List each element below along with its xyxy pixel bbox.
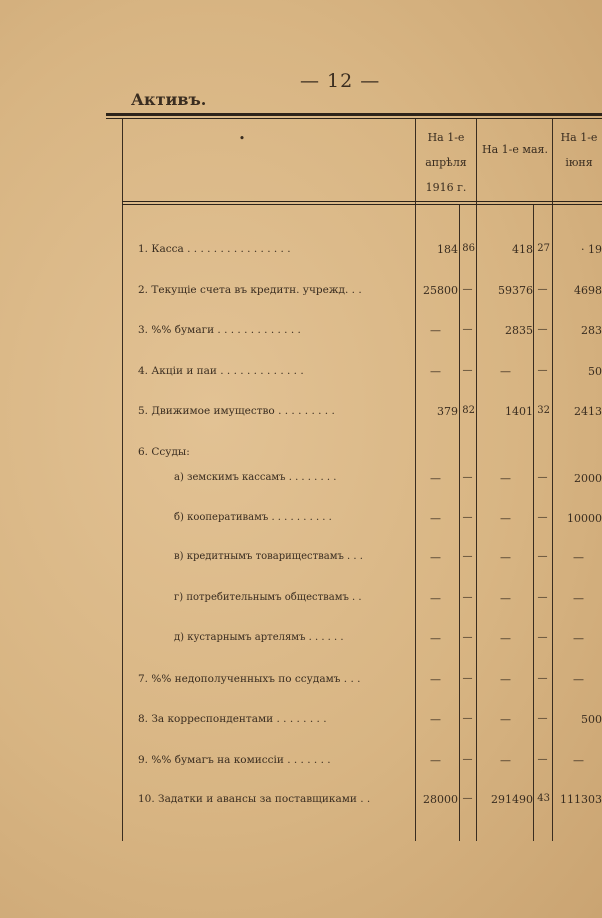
cell-c2: — (462, 793, 473, 804)
cell-c2: — (462, 632, 473, 643)
cell-c4: — (537, 472, 548, 483)
top-rule-thin (106, 118, 602, 119)
cell-c4: — (537, 632, 548, 643)
cell-c3: — (500, 365, 511, 378)
cell-c2: — (462, 472, 473, 483)
cell-c3: — (500, 512, 511, 525)
cell-c2: 82 (462, 405, 475, 416)
cell-c5: · 19 (581, 243, 602, 256)
cell-c2: — (462, 713, 473, 724)
row-label: 6. Ссуды: (138, 446, 190, 458)
header-mark: • (238, 132, 246, 145)
header-rule (122, 201, 602, 202)
cell-c2: — (462, 284, 473, 295)
cell-c5: 283 (581, 324, 602, 337)
row-label: 1. Касса . . . . . . . . . . . . . . . . (138, 243, 291, 255)
cell-c1: — (430, 673, 441, 686)
cell-c5: — (573, 592, 584, 605)
cell-c1: — (430, 512, 441, 525)
cell-c2: — (462, 512, 473, 523)
cell-c1: — (430, 472, 441, 485)
column-header-may: На 1-е мая. (482, 143, 548, 156)
row-label: в) кредитнымъ товариществамъ . . . (174, 551, 363, 562)
column-header-april: На 1-е апрѣля 1916 г. (425, 131, 467, 194)
cell-c1: 28000 (423, 793, 458, 806)
cell-c5: 500 (581, 713, 602, 726)
row-label: б) кооперативамъ . . . . . . . . . . (174, 512, 332, 523)
cell-c5: 111303 (560, 793, 602, 806)
table-row (0, 405, 602, 425)
table-row (0, 551, 602, 571)
cell-c5: 10000 (567, 512, 602, 525)
cell-c2: — (462, 324, 473, 335)
row-label: 5. Движимое имущество . . . . . . . . . (138, 405, 335, 417)
cell-c2: — (462, 365, 473, 376)
cell-c2: 86 (462, 243, 475, 254)
table-row (0, 673, 602, 693)
row-label: д) кустарнымъ артелямъ . . . . . . (174, 632, 344, 643)
column-header-june: На 1-е iюня (560, 131, 598, 169)
cell-c3: 1401 (505, 405, 533, 418)
cell-c5: 50 (588, 365, 602, 378)
cell-c5: 2413 (574, 405, 602, 418)
cell-c1: — (430, 713, 441, 726)
cell-c4: — (537, 512, 548, 523)
page-number: — 12 — (300, 70, 381, 92)
cell-c5: — (573, 673, 584, 686)
cell-c4: — (537, 754, 548, 765)
cell-c1: — (430, 324, 441, 337)
cell-c1: 184 (437, 243, 458, 256)
cell-c3: — (500, 713, 511, 726)
table-row (0, 243, 602, 263)
cell-c4: 27 (537, 243, 550, 254)
cell-c3: — (500, 592, 511, 605)
cell-c1: 25800 (423, 284, 458, 297)
cell-c2: — (462, 673, 473, 684)
table-row (0, 632, 602, 652)
row-label: 7. %% недополученныхъ по ссудамъ . . . (138, 673, 361, 685)
cell-c5: 2000 (574, 472, 602, 485)
cell-c3: 2835 (505, 324, 533, 337)
cell-c4: — (537, 324, 548, 335)
cell-c3: — (500, 472, 511, 485)
cell-c3: 291490 (491, 793, 533, 806)
row-label: г) потребительнымъ обществамъ . . (174, 592, 362, 603)
cell-c3: — (500, 673, 511, 686)
table-row (0, 324, 602, 344)
row-label: 4. Акцiи и паи . . . . . . . . . . . . . (138, 365, 304, 377)
section-heading: Активъ. (131, 90, 207, 109)
cell-c1: — (430, 592, 441, 605)
top-rule (106, 113, 602, 116)
cell-c4: — (537, 551, 548, 562)
cell-c4: — (537, 673, 548, 684)
table-row (0, 446, 602, 466)
table-row (0, 592, 602, 612)
cell-c4: — (537, 284, 548, 295)
cell-c4: — (537, 592, 548, 603)
table-row (0, 793, 602, 813)
table-row (0, 365, 602, 385)
cell-c5: — (573, 632, 584, 645)
cell-c4: — (537, 365, 548, 376)
row-label: 8. За корреспондентами . . . . . . . . (138, 713, 327, 725)
cell-c5: — (573, 754, 584, 767)
row-label: 10. Задатки и авансы за поставщиками . . (138, 793, 371, 805)
row-label: 3. %% бумаги . . . . . . . . . . . . . (138, 324, 301, 336)
cell-c5: 4698 (574, 284, 602, 297)
cell-c1: 379 (437, 405, 458, 418)
table-row (0, 754, 602, 774)
cell-c3: — (500, 551, 511, 564)
header-rule-2 (122, 204, 602, 205)
cell-c4: 32 (537, 405, 550, 416)
cell-c2: — (462, 754, 473, 765)
cell-c1: — (430, 754, 441, 767)
cell-c4: 43 (537, 793, 550, 804)
cell-c3: 59376 (498, 284, 533, 297)
cell-c3: — (500, 754, 511, 767)
table-row (0, 472, 602, 492)
cell-c1: — (430, 632, 441, 645)
row-label: а) земскимъ кассамъ . . . . . . . . (174, 472, 337, 483)
row-label: 9. %% бумагъ на комиссiи . . . . . . . (138, 754, 331, 766)
cell-c3: 418 (512, 243, 533, 256)
table-row (0, 713, 602, 733)
row-label: 2. Текущiе счета въ кредитн. учрежд. . . (138, 284, 362, 296)
cell-c5: — (573, 551, 584, 564)
cell-c2: — (462, 592, 473, 603)
cell-c1: — (430, 551, 441, 564)
cell-c1: — (430, 365, 441, 378)
cell-c3: — (500, 632, 511, 645)
table-row (0, 284, 602, 304)
cell-c2: — (462, 551, 473, 562)
cell-c4: — (537, 713, 548, 724)
table-row (0, 512, 602, 532)
